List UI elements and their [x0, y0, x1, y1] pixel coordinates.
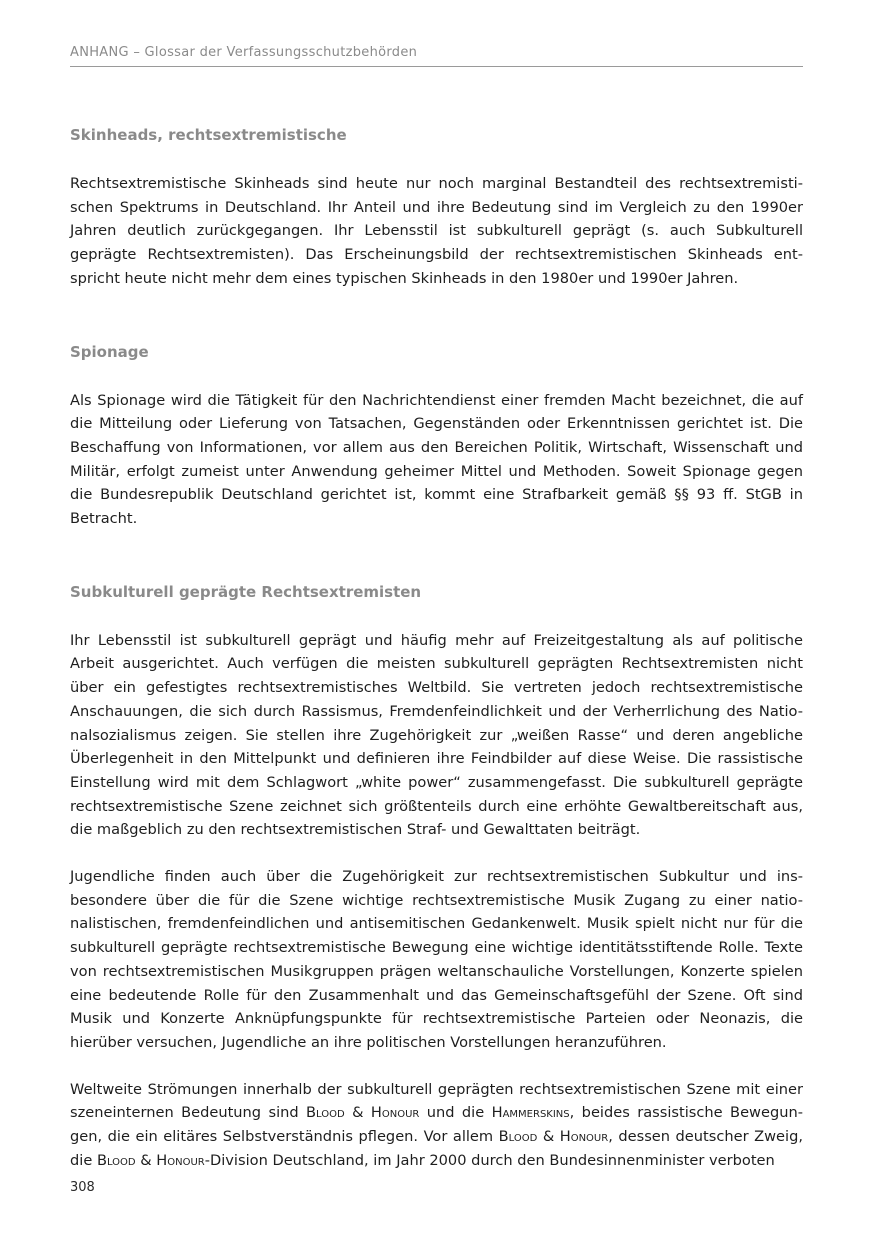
- section-paragraph: Ihr Lebensstil ist subkulturell geprägt und häufig mehr auf Freizeitgestaltung als auf politische Arbeit ausgerichtet. Auch verfügen die meisten subkulturell geprägten Rechtsextremisten nicht über ein gefestigtes rechtsextremistisches Weltbild. Sie vertreten jedoch rechtsextremistische Anschauungen, die sich durch Rassismus, Fremdenfeindlichkeit und der Verherrlichung des Natio-nalsozialismus zeigen. Sie stellen ihre Zugehörigkeit zur „weißen Rasse“ und deren angebliche Überlegenheit in den Mittelpunkt und definieren ihre Feindbilder auf diese Weise. Die rassistische Einstellung wird mit dem Schlagwort „white power“ zusammengefasst. Die subkulturell geprägte rechtsextremistische Szene zeichnet sich größtenteils durch eine erhöhte Gewaltbereitschaft aus, die maßgeblich zu den rechtsextremistischen Straf- und Gewalttaten beiträgt.: [70, 631, 803, 839]
- running-header: ANHANG – Glossar der Verfassungsschutzbehörden: [70, 44, 803, 67]
- section-paragraph: Rechtsextremistische Skinheads sind heute nur noch marginal Bestandteil des rechtsextremisti-schen Spektrums in Deutschland. Ihr Anteil und ihre Bedeutung sind im Vergleich zu den 1990er Jahren deutlich zurückgegangen. Ihr Lebensstil ist subkulturell geprägt (s. auch Subkulturell geprägte Rechtsextremisten). Das Erscheinungsbild der rechtsextremistischen Skinheads ent-spricht heute nicht mehr dem eines typischen Skinheads in den 1980er und 1990er Jahren.: [70, 175, 803, 287]
- paragraph-text: , beides rassistische Bewegun-gen, die ein elitäres Selbstverständnis pflegen. Vor allem: [70, 1104, 803, 1146]
- organisation-name: Hammerskins: [491, 1104, 570, 1122]
- organisation-name: Blood & Honour: [96, 1151, 205, 1169]
- page-number: 308: [70, 1180, 95, 1195]
- paragraph-text: , dessen deutscher Zweig, die: [70, 1128, 803, 1169]
- section-title-subkulturell: Subkulturell geprägte Rechtsextremisten: [70, 582, 422, 601]
- organisation-name: Blood & Honour: [306, 1104, 420, 1122]
- paragraph-text: und die: [419, 1104, 492, 1122]
- section-paragraph: Jugendliche finden auch über die Zugehörigkeit zur rechtsextremistischen Subkultur und ins-besondere über die für die Szene wichtige rechtsextremistische Musik Zugang zu einer natio-nalistischen, fremdenfeindlichen und antisemitischen Gedankenwelt. Musik spielt nicht nur für die subkulturell geprägte rechtsextremistische Bewegung eine wichtige identitätsstiftende Rolle. Texte von rechtsextremistischen Musikgruppen prägen weltanschauliche Vorstellungen, Konzerte spielen eine bedeutende Rolle für den Zusammenhalt und das Gemeinschaftsgefühl der Szene. Oft sind Musik und Konzerte Anknüpfungspunkte für rechtsextremistische Parteien oder Neonazis, die hierüber versuchen, Jugendliche an ihre politischen Vorstellungen heranzuführen.: [70, 868, 803, 1051]
- section-title-skinheads: Skinheads, rechtsextremistische: [70, 126, 347, 144]
- document-body: [70, 124, 803, 1173]
- organisation-name: Blood & Honour: [498, 1128, 609, 1146]
- section-title-spionage: Spionage: [70, 342, 149, 361]
- paragraph-text: Weltweite Strömungen innerhalb der subkulturell geprägten rechtsextremistischen Szene mit einer szeneinternen Bedeutung sind: [70, 1080, 803, 1122]
- section-paragraph: Als Spionage wird die Tätigkeit für den Nachrichtendienst einer fremden Macht bezeichnet, die auf die Mitteilung oder Lieferung von Tatsachen, Gegenständen oder Erkenntnissen gerichtet ist. Die Beschaffung von Informationen, vor allem aus den Bereichen Politik, Wirtschaft, Wissenschaft und Militär, erfolgt zumeist unter Anwendung geheimer Mittel und Methoden. Soweit Spionage gegen die Bundesrepublik Deutschland gerichtet ist, kommt eine Strafbarkeit gemäß §§ 93 ff. StGB in Betracht.: [70, 391, 803, 528]
- section-paragraph-with-organisations: [70, 1078, 803, 1173]
- paragraph-text: -Division Deutschland, im Jahr 2000 durch den Bundesinnenminister verboten: [204, 1151, 775, 1169]
